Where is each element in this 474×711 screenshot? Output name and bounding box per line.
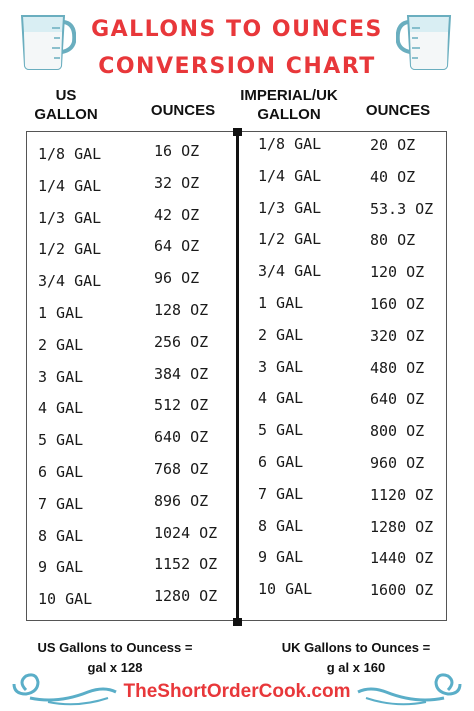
ounces-cell: 1152 OZ bbox=[154, 555, 218, 573]
ounces-cell: 320 OZ bbox=[370, 327, 425, 345]
gallon-cell: 9 GAL bbox=[38, 558, 84, 576]
gallon-cell: 3/4 GAL bbox=[258, 262, 322, 280]
ounces-cell: 16 OZ bbox=[154, 142, 200, 160]
gallon-cell: 3 GAL bbox=[258, 358, 304, 376]
ounces-cell: 640 OZ bbox=[154, 428, 209, 446]
gallon-cell: 2 GAL bbox=[258, 326, 304, 344]
gallon-cell: 1/8 GAL bbox=[38, 145, 102, 163]
divider-cap-bottom bbox=[233, 618, 242, 626]
gallon-cell: 1/4 GAL bbox=[38, 177, 102, 195]
ounces-cell: 40 OZ bbox=[370, 168, 416, 186]
ounces-cell: 96 OZ bbox=[154, 269, 200, 287]
gallon-cell: 1/2 GAL bbox=[258, 230, 322, 248]
gallon-cell: 5 GAL bbox=[258, 421, 304, 439]
ounces-cell: 160 OZ bbox=[370, 295, 425, 313]
gallon-cell: 3/4 GAL bbox=[38, 272, 102, 290]
ounces-cell: 32 OZ bbox=[154, 174, 200, 192]
ounces-cell: 128 OZ bbox=[154, 301, 209, 319]
ounces-cell: 1280 OZ bbox=[154, 587, 218, 605]
gallon-cell: 1/4 GAL bbox=[258, 167, 322, 185]
measuring-cup-icon bbox=[14, 8, 76, 70]
ounces-cell: 80 OZ bbox=[370, 231, 416, 249]
gallon-cell: 1/3 GAL bbox=[38, 209, 102, 227]
website-footer: TheShortOrderCook.com bbox=[123, 681, 351, 702]
gallon-cell: 9 GAL bbox=[258, 548, 304, 566]
header-uk-line1: IMPERIAL/UK bbox=[240, 87, 338, 104]
gallon-cell: 7 GAL bbox=[258, 485, 304, 503]
ounces-cell: 1440 OZ bbox=[370, 549, 434, 567]
gallon-cell: 1 GAL bbox=[38, 304, 84, 322]
ounces-cell: 800 OZ bbox=[370, 422, 425, 440]
ounces-cell: 53.3 OZ bbox=[370, 200, 434, 218]
ounces-cell: 640 OZ bbox=[370, 390, 425, 408]
header-ounces-right: OUNCES bbox=[365, 102, 431, 119]
gallon-cell: 2 GAL bbox=[38, 336, 84, 354]
gallon-cell: 10 GAL bbox=[258, 580, 313, 598]
ounces-cell: 1600 OZ bbox=[370, 581, 434, 599]
header-us-gallon bbox=[26, 86, 106, 124]
header-uk-line2: GALLON bbox=[257, 106, 321, 123]
us-formula-line2: gal x 128 bbox=[87, 660, 143, 675]
ounces-cell: 960 OZ bbox=[370, 454, 425, 472]
title-line-2: CONVERSION CHART bbox=[98, 54, 376, 79]
gallon-cell: 6 GAL bbox=[258, 453, 304, 471]
title-line-1: GALLONS TO OUNCES bbox=[91, 17, 383, 42]
gallon-cell: 8 GAL bbox=[38, 527, 84, 545]
header-us-line1: US bbox=[55, 87, 77, 104]
uk-formula-line1: UK Gallons to Ounces = bbox=[281, 640, 431, 655]
ounces-cell: 120 OZ bbox=[370, 263, 425, 281]
ounces-cell: 42 OZ bbox=[154, 206, 200, 224]
column-divider bbox=[236, 131, 239, 623]
gallon-cell: 10 GAL bbox=[38, 590, 93, 608]
gallon-cell: 8 GAL bbox=[258, 517, 304, 535]
gallon-cell: 1/8 GAL bbox=[258, 135, 322, 153]
gallon-cell: 7 GAL bbox=[38, 495, 84, 513]
ounces-cell: 384 OZ bbox=[154, 365, 209, 383]
ounces-cell: 256 OZ bbox=[154, 333, 209, 351]
gallon-cell: 4 GAL bbox=[258, 389, 304, 407]
ounces-cell: 896 OZ bbox=[154, 492, 209, 510]
header-uk-gallon bbox=[234, 86, 344, 124]
measuring-cup-icon bbox=[396, 8, 458, 70]
ounces-cell: 1024 OZ bbox=[154, 524, 218, 542]
ounces-cell: 512 OZ bbox=[154, 396, 209, 414]
header-us-line2: GALLON bbox=[34, 106, 98, 123]
us-formula-line1: US Gallons to Ouncess = bbox=[37, 640, 193, 655]
gallon-cell: 1/3 GAL bbox=[258, 199, 322, 217]
ounces-cell: 64 OZ bbox=[154, 237, 200, 255]
gallon-cell: 6 GAL bbox=[38, 463, 84, 481]
ounces-cell: 1280 OZ bbox=[370, 518, 434, 536]
ounces-cell: 20 OZ bbox=[370, 136, 416, 154]
gallon-cell: 1 GAL bbox=[258, 294, 304, 312]
uk-formula-line2: g al x 160 bbox=[326, 660, 386, 675]
header-ounces-left: OUNCES bbox=[150, 102, 216, 119]
divider-cap-top bbox=[233, 128, 242, 136]
gallon-cell: 1/2 GAL bbox=[38, 240, 102, 258]
ounces-cell: 1120 OZ bbox=[370, 486, 434, 504]
gallon-cell: 5 GAL bbox=[38, 431, 84, 449]
ounces-cell: 480 OZ bbox=[370, 359, 425, 377]
gallon-cell: 3 GAL bbox=[38, 368, 84, 386]
gallon-cell: 4 GAL bbox=[38, 399, 84, 417]
ounces-cell: 768 OZ bbox=[154, 460, 209, 478]
